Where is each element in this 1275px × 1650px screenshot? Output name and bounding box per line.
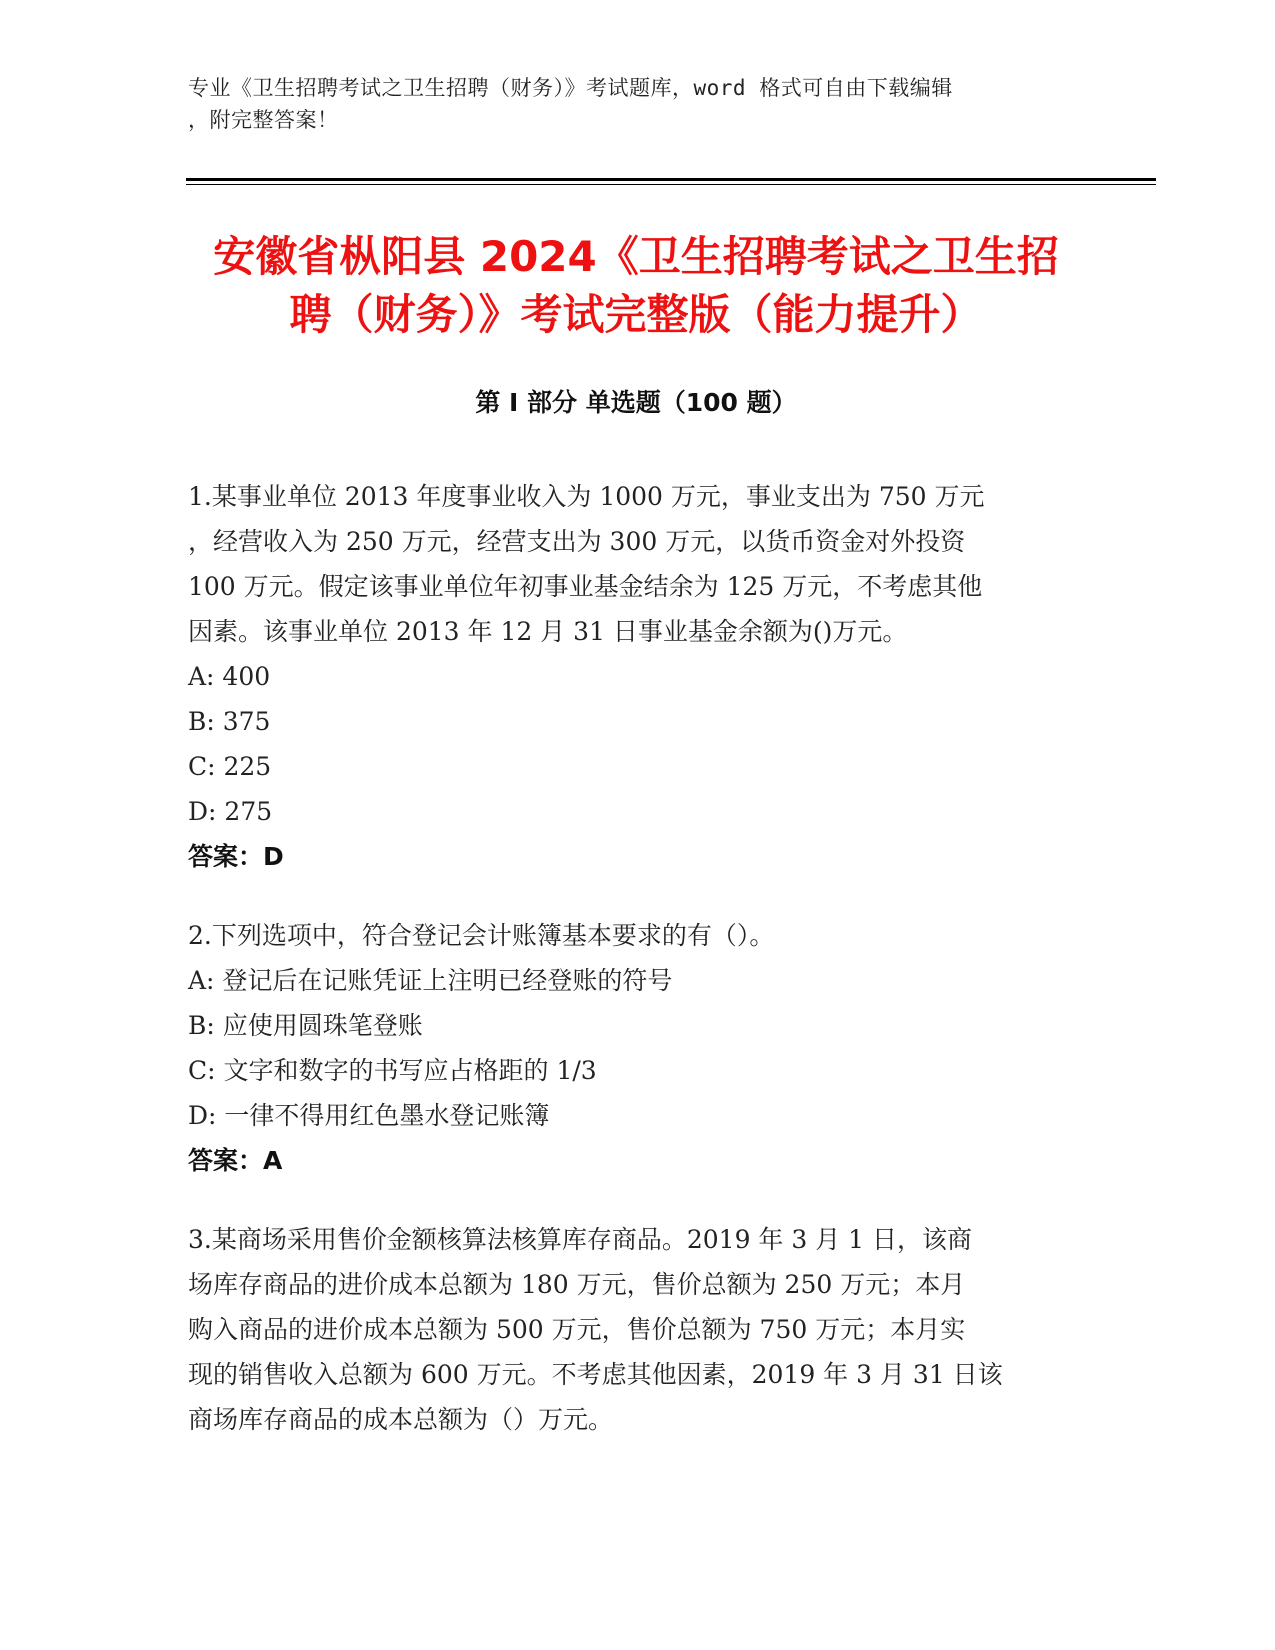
section-title: 第 I 部分 单选题（100 题） <box>475 388 797 417</box>
document-title-line-1: 安徽省枞阳县 2024《卫生招聘考试之卫生招 <box>213 232 1059 281</box>
option-a: A: 登记后在记账凭证上注明已经登账的符号 <box>188 966 673 995</box>
option-c: C: 文字和数字的书写应占格距的 1/3 <box>188 1056 597 1085</box>
option-d: D: 一律不得用红色墨水登记账簿 <box>188 1101 550 1130</box>
header-note-line-1: 专业《卫生招聘考试之卫生招聘（财务）》考试题库，word 格式可自由下载编辑 <box>188 76 953 100</box>
answer-label: 答案：A <box>188 1146 283 1175</box>
question-stem-line: 现的销售收入总额为 600 万元。不考虑其他因素，2019 年 3 月 31 日该 <box>188 1360 1003 1389</box>
question-stem-line: 购入商品的进价成本总额为 500 万元，售价总额为 750 万元；本月实 <box>188 1315 966 1344</box>
question-2 <box>188 913 1088 1183</box>
header-note-line-2: ，附完整答案！ <box>188 108 339 132</box>
option-b: B: 375 <box>188 707 271 736</box>
header-divider-thin <box>186 184 1156 185</box>
option-b: B: 应使用圆珠笔登账 <box>188 1011 423 1040</box>
question-list <box>188 474 1088 1476</box>
document-title <box>186 228 1086 344</box>
question-stem-line: 场库存商品的进价成本总额为 180 万元，售价总额为 250 万元；本月 <box>188 1270 966 1299</box>
answer-label: 答案：D <box>188 842 284 871</box>
question-stem-line: 100 万元。假定该事业单位年初事业基金结余为 125 万元，不考虑其他 <box>188 572 983 601</box>
question-stem-line: 3.某商场采用售价金额核算法核算库存商品。2019 年 3 月 1 日，该商 <box>188 1225 973 1254</box>
question-stem-line: 1.某事业单位 2013 年度事业收入为 1000 万元，事业支出为 750 万元 <box>188 482 985 511</box>
question-stem-line: 因素。该事业单位 2013 年 12 月 31 日事业基金余额为()万元。 <box>188 617 908 646</box>
option-d: D: 275 <box>188 797 273 826</box>
question-stem-line: 商场库存商品的成本总额为（）万元。 <box>188 1405 614 1434</box>
option-c: C: 225 <box>188 752 272 781</box>
header-note <box>188 72 1068 136</box>
question-1 <box>188 474 1088 879</box>
option-a: A: 400 <box>188 662 271 691</box>
document-title-line-2: 聘（财务）》考试完整版（能力提升） <box>289 290 983 339</box>
question-3 <box>188 1217 1088 1442</box>
question-stem-line: ，经营收入为 250 万元，经营支出为 300 万元，以货币资金对外投资 <box>188 527 966 556</box>
header-divider-thick <box>186 178 1156 181</box>
question-stem-line: 2.下列选项中，符合登记会计账簿基本要求的有（）。 <box>188 921 775 950</box>
